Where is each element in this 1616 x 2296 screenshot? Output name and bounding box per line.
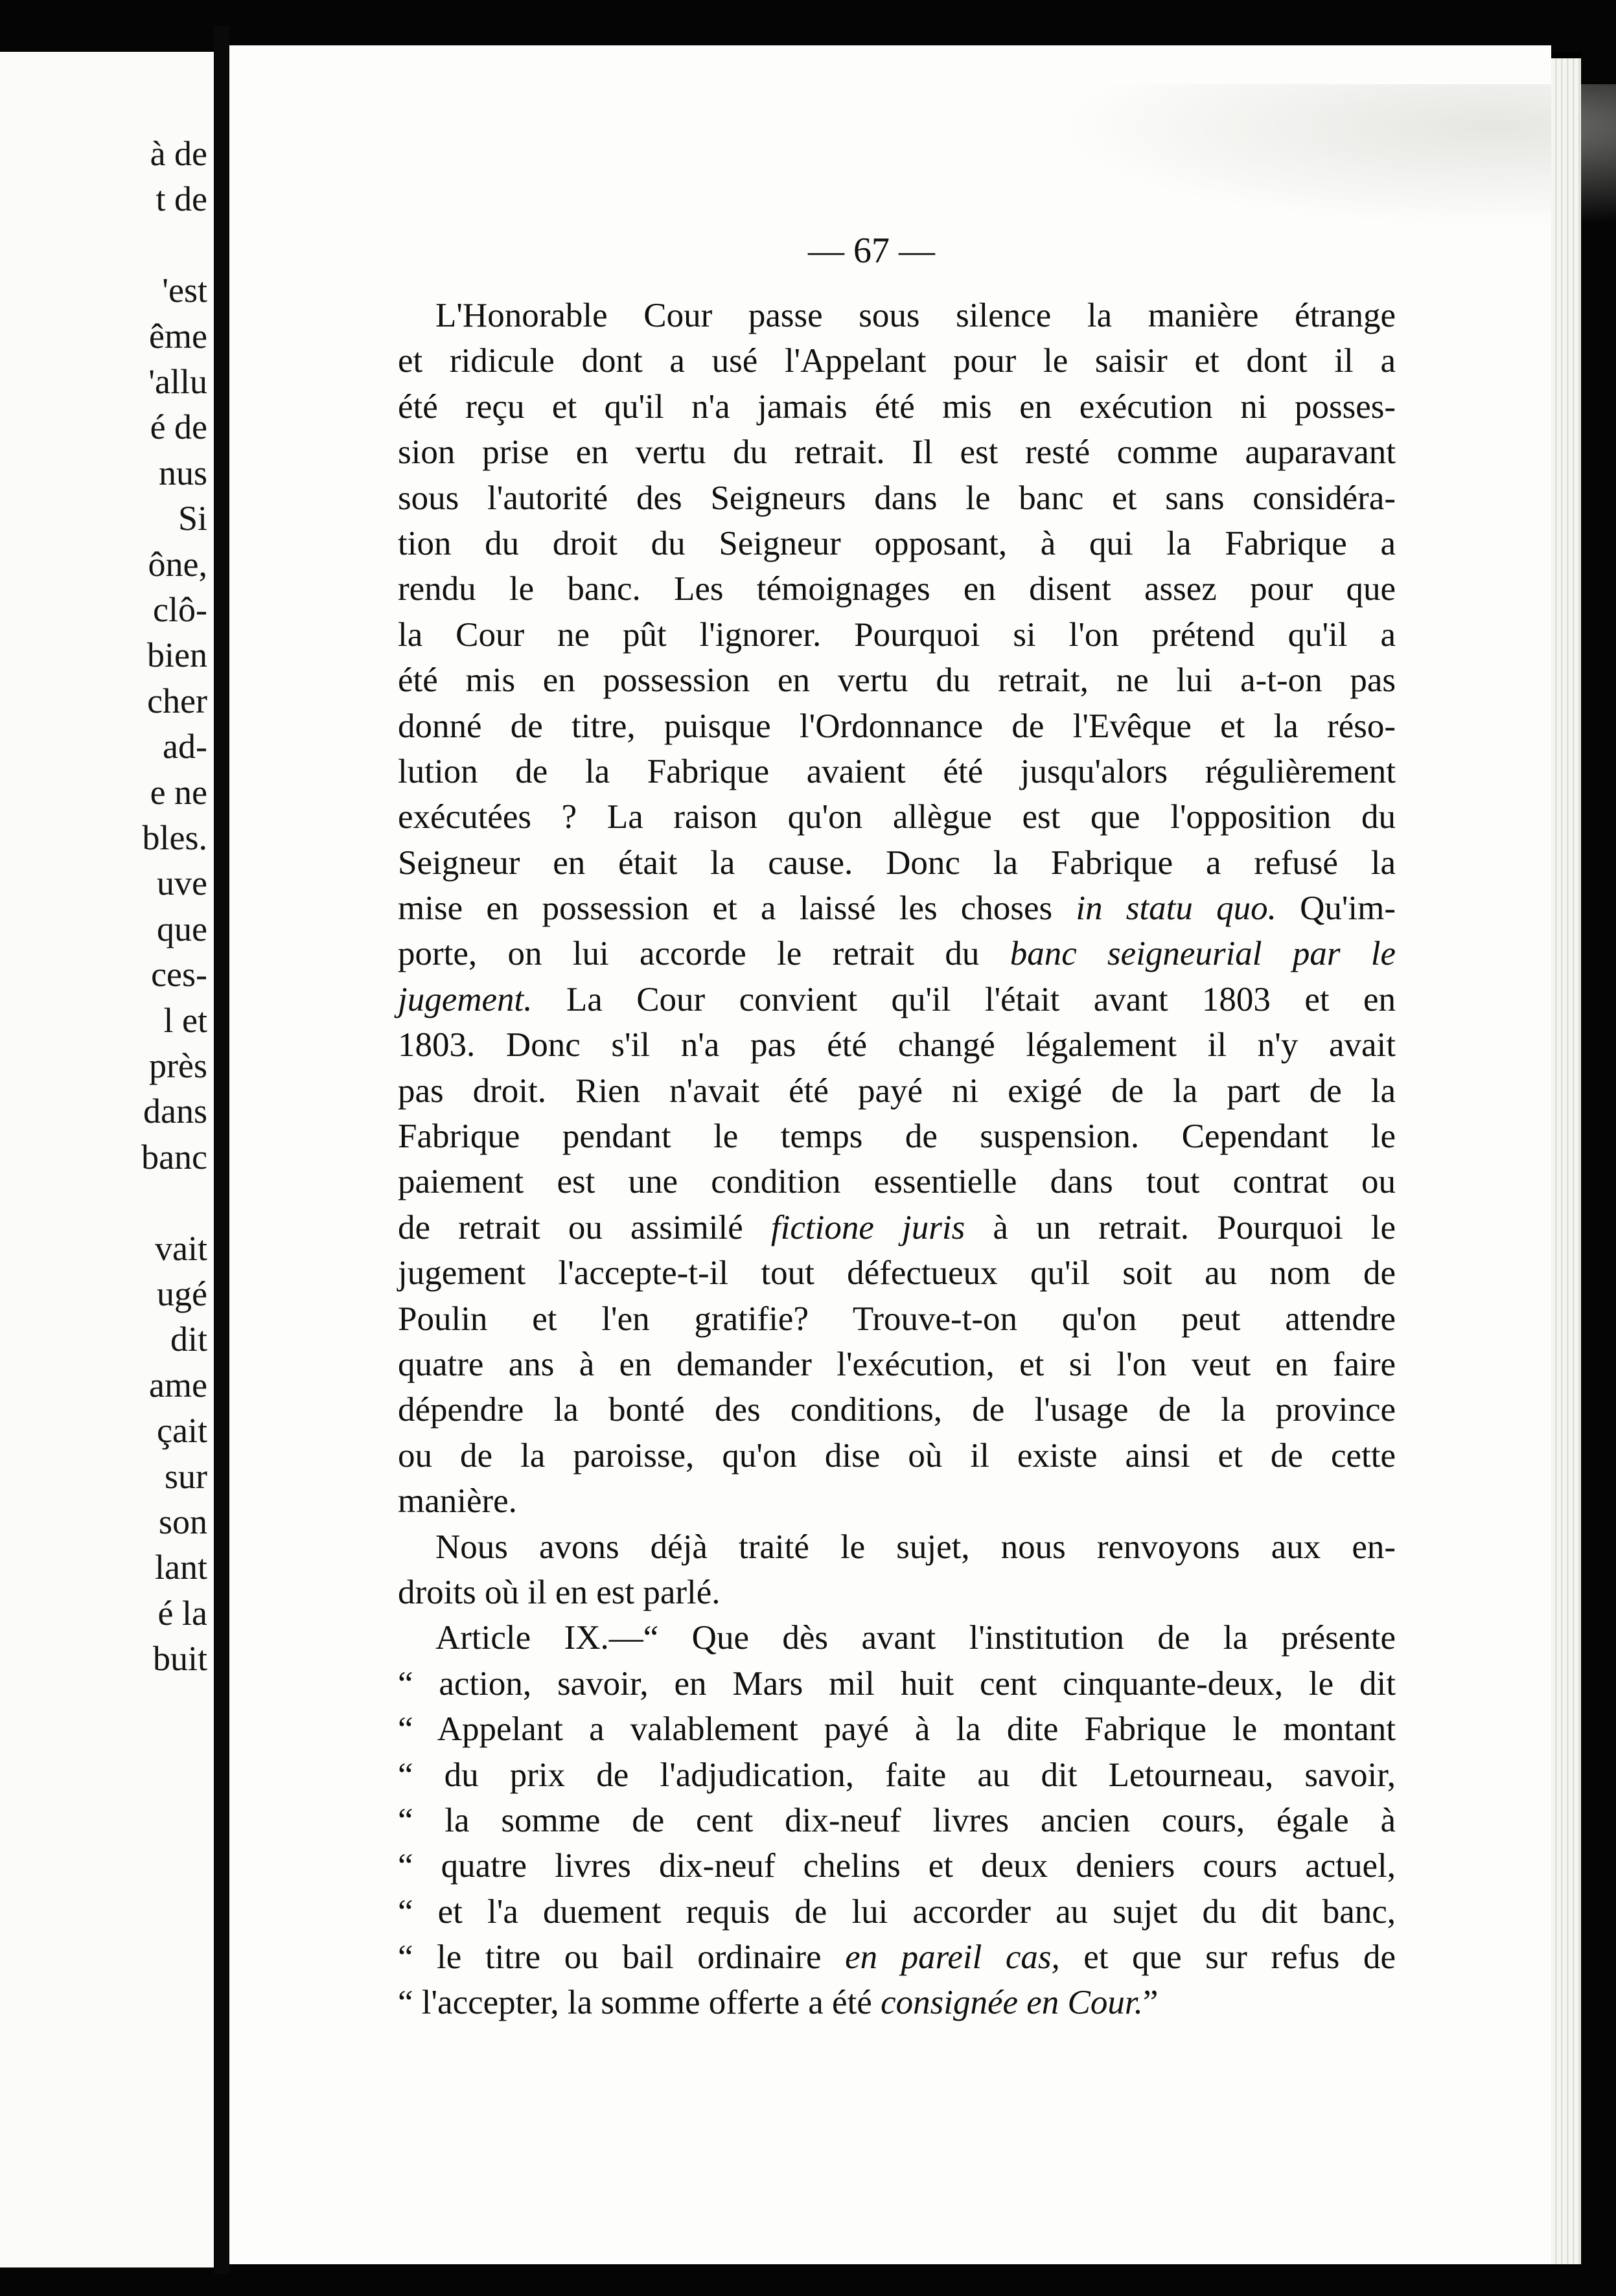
text-line: [398, 1843, 1396, 1888]
text-line: [398, 476, 1396, 521]
facing-page-line-fragment: ame: [149, 1365, 207, 1405]
text-line: [398, 840, 1396, 886]
text-line: [398, 1387, 1396, 1432]
facing-page-line-fragment: 'est: [162, 271, 207, 310]
italic-text: en pareil cas,: [845, 1938, 1060, 1977]
facing-page-line-fragment: t de: [156, 179, 207, 219]
text-run: sion prise en vertu du retrait. Il est resté comme auparavant: [398, 433, 1396, 472]
text-run: droits où il en est parlé.: [398, 1573, 721, 1611]
text-run: “ la somme de cent dix-neuf livres ancien cours, égale à: [398, 1801, 1396, 1839]
text-line: [398, 1022, 1396, 1068]
text-run: et ridicule dont a usé l'Appelant pour le saisir et dont il a: [398, 342, 1396, 380]
scan-frame-right: [1581, 0, 1616, 2296]
text-run: “ Appelant a valablement payé à la dite Fabrique le montant: [398, 1710, 1396, 1749]
page-number: — 67 —: [808, 231, 935, 271]
facing-page-line-fragment: banc: [141, 1137, 207, 1177]
text-run: pas droit. Rien n'avait été payé ni exigé de la part de la: [398, 1072, 1396, 1110]
facing-page-line-fragment: nus: [158, 453, 207, 492]
facing-page-line-fragment: Si: [178, 499, 207, 538]
text-run: lution de la Fabrique avaient été jusqu'alors régulièrement: [398, 752, 1396, 790]
text-line: [398, 1524, 1396, 1570]
facing-page-line-fragment: près: [149, 1046, 207, 1085]
text-line: [398, 1798, 1396, 1843]
text-line: [398, 1296, 1396, 1342]
text-run: donné de titre, puisque l'Ordonnance de l'Evêque et la réso-: [398, 707, 1396, 745]
text-line: [398, 1661, 1396, 1706]
text-run: “ et l'a duement requis de lui accorder au sujet du dit banc,: [398, 1892, 1396, 1931]
text-line: [398, 1114, 1396, 1159]
text-run: “ action, savoir, en Mars mil huit cent cinquante-deux, le dit: [398, 1664, 1396, 1703]
facing-page-line-fragment: à de: [150, 134, 207, 173]
facing-page-fragment: [0, 52, 214, 2267]
book-spine: [214, 26, 229, 2274]
text-line: [398, 886, 1396, 931]
text-line: [398, 384, 1396, 430]
text-line: [398, 931, 1396, 976]
facing-page-line-fragment: buit: [152, 1639, 207, 1679]
paper-stain: [1059, 84, 1616, 227]
facing-page-line-fragment: dit: [170, 1320, 207, 1359]
text-run: Article IX.—“ Que dès avant l'institution de la présente: [435, 1619, 1396, 1657]
text-run: ou de la paroisse, qu'on dise où il existe ainsi et de cette: [398, 1436, 1396, 1475]
text-run: de retrait ou assimilé: [398, 1208, 771, 1246]
text-run: “ du prix de l'adjudication, faite au dit Letourneau, savoir,: [398, 1756, 1396, 1794]
text-run: Qu'im-: [1276, 890, 1396, 928]
italic-text: jugement.: [398, 980, 533, 1018]
text-line: [398, 704, 1396, 749]
text-line: [398, 1980, 1396, 2025]
text-run: paiement est une condition essentielle dans tout contrat ou: [398, 1163, 1396, 1201]
page-edges: [1551, 58, 1581, 2264]
text-line: [398, 1478, 1396, 1524]
text-line: [398, 1205, 1396, 1250]
facing-page-line-fragment: çait: [157, 1411, 207, 1451]
text-line: [398, 521, 1396, 566]
text-line: [398, 1615, 1396, 1660]
facing-page-line-fragment: cher: [147, 681, 207, 720]
scan-frame-top: [0, 0, 1616, 52]
text-run: été reçu et qu'il n'a jamais été mis en exécution ni posses-: [398, 387, 1396, 426]
facing-page-line-fragment: 'allu: [148, 362, 207, 401]
text-run: manière.: [398, 1482, 517, 1521]
text-run: rendu le banc. Les témoignages en disent assez pour que: [398, 570, 1396, 608]
facing-page-line-fragment: vait: [155, 1228, 207, 1268]
text-run: “ l'accepter, la somme offerte a été: [398, 1984, 881, 2022]
text-line: [398, 566, 1396, 612]
text-run: Nous avons déjà traité le sujet, nous renvoyons aux en-: [435, 1528, 1396, 1566]
text-run: La Cour convient qu'il l'était avant 1803 et en: [532, 980, 1396, 1018]
text-line: [398, 338, 1396, 384]
facing-page-line-fragment: que: [157, 909, 207, 948]
text-line: [398, 430, 1396, 475]
text-run: sous l'autorité des Seigneurs dans le banc et sans considéra-: [398, 479, 1396, 517]
facing-page-line-fragment: lant: [155, 1548, 207, 1587]
body-text: [398, 293, 1396, 2026]
text-run: Poulin et l'en gratifie? Trouve-t-on qu'on peut attendre: [398, 1300, 1396, 1338]
italic-text: banc seigneurial par le: [1010, 935, 1396, 973]
text-line: [398, 1706, 1396, 1752]
text-run: exécutées ? La raison qu'on allègue est que l'opposition du: [398, 798, 1396, 836]
text-run: L'Honorable Cour passe sous silence la manière étrange: [435, 297, 1396, 334]
text-run: dépendre la bonté des conditions, de l'usage de la province: [398, 1391, 1396, 1429]
text-run: mise en possession et a laissé les choses: [398, 890, 1076, 928]
facing-page-line-fragment: son: [158, 1502, 207, 1541]
text-line: [398, 1570, 1396, 1615]
text-run: tion du droit du Seigneur opposant, à qui la Fabrique a: [398, 524, 1396, 562]
facing-page-line-fragment: ces-: [151, 955, 207, 994]
text-run: porte, on lui accorde le retrait du: [398, 935, 1010, 973]
text-line: [398, 1752, 1396, 1798]
text-run: “ le titre ou bail ordinaire: [398, 1938, 846, 1977]
facing-page-line-fragment: sur: [165, 1456, 207, 1496]
facing-page-line-fragment: ad-: [163, 727, 207, 766]
text-run: la Cour ne pût l'ignorer. Pourquoi si l'on prétend qu'il a: [398, 615, 1396, 654]
text-run: été mis en possession en vertu du retrait, ne lui a-t-on pas: [398, 661, 1396, 700]
facing-page-line-fragment: é de: [150, 408, 207, 447]
text-line: [398, 749, 1396, 794]
text-line: [398, 1889, 1396, 1934]
facing-page-line-fragment: ône,: [148, 544, 207, 584]
text-line: [398, 658, 1396, 703]
text-run: “ quatre livres dix-neuf chelins et deux deniers cours actuel,: [398, 1847, 1396, 1885]
italic-text: in statu quo.: [1076, 890, 1276, 928]
text-run: ”: [1142, 1984, 1159, 2022]
text-line: [398, 1159, 1396, 1204]
text-run: Fabrique pendant le temps de suspension. Cependant le: [398, 1118, 1396, 1156]
facing-page-line-fragment: dans: [143, 1092, 207, 1131]
text-line: [398, 1250, 1396, 1296]
facing-page-line-fragment: bien: [147, 636, 207, 675]
text-line: [398, 293, 1396, 338]
italic-text: fictione juris: [770, 1208, 965, 1246]
text-line: [398, 612, 1396, 658]
text-run: Seigneur en était la cause. Donc la Fabrique a refusé la: [398, 844, 1396, 882]
facing-page-line-fragment: e ne: [150, 772, 207, 812]
text-run: quatre ans à en demander l'exécution, et si l'on veut en faire: [398, 1345, 1396, 1383]
facing-page-line-fragment: ême: [149, 316, 207, 356]
text-line: [398, 1068, 1396, 1114]
text-line: [398, 977, 1396, 1022]
facing-page-line-fragment: ugé: [157, 1274, 207, 1313]
text-run: jugement l'accepte-t-il tout défectueux qu'il soit au nom de: [398, 1254, 1396, 1292]
text-line: [398, 1342, 1396, 1387]
facing-page-line-fragment: é la: [157, 1593, 207, 1633]
italic-text: consignée en Cour.: [881, 1984, 1143, 2022]
facing-page-line-fragment: bles.: [142, 818, 207, 857]
text-line: [398, 1934, 1396, 1980]
text-run: et que sur refus de: [1059, 1938, 1396, 1977]
facing-page-line-fragment: l et: [163, 1000, 207, 1040]
scan-frame-bottom: [0, 2267, 1616, 2296]
facing-page-line-fragment: uve: [157, 864, 207, 903]
text-line: [398, 794, 1396, 840]
facing-page-line-fragment: clô-: [153, 590, 207, 629]
text-run: à un retrait. Pourquoi le: [965, 1208, 1396, 1246]
text-line: [398, 1433, 1396, 1478]
text-run: 1803. Donc s'il n'a pas été changé légalement il n'y avait: [398, 1026, 1396, 1064]
